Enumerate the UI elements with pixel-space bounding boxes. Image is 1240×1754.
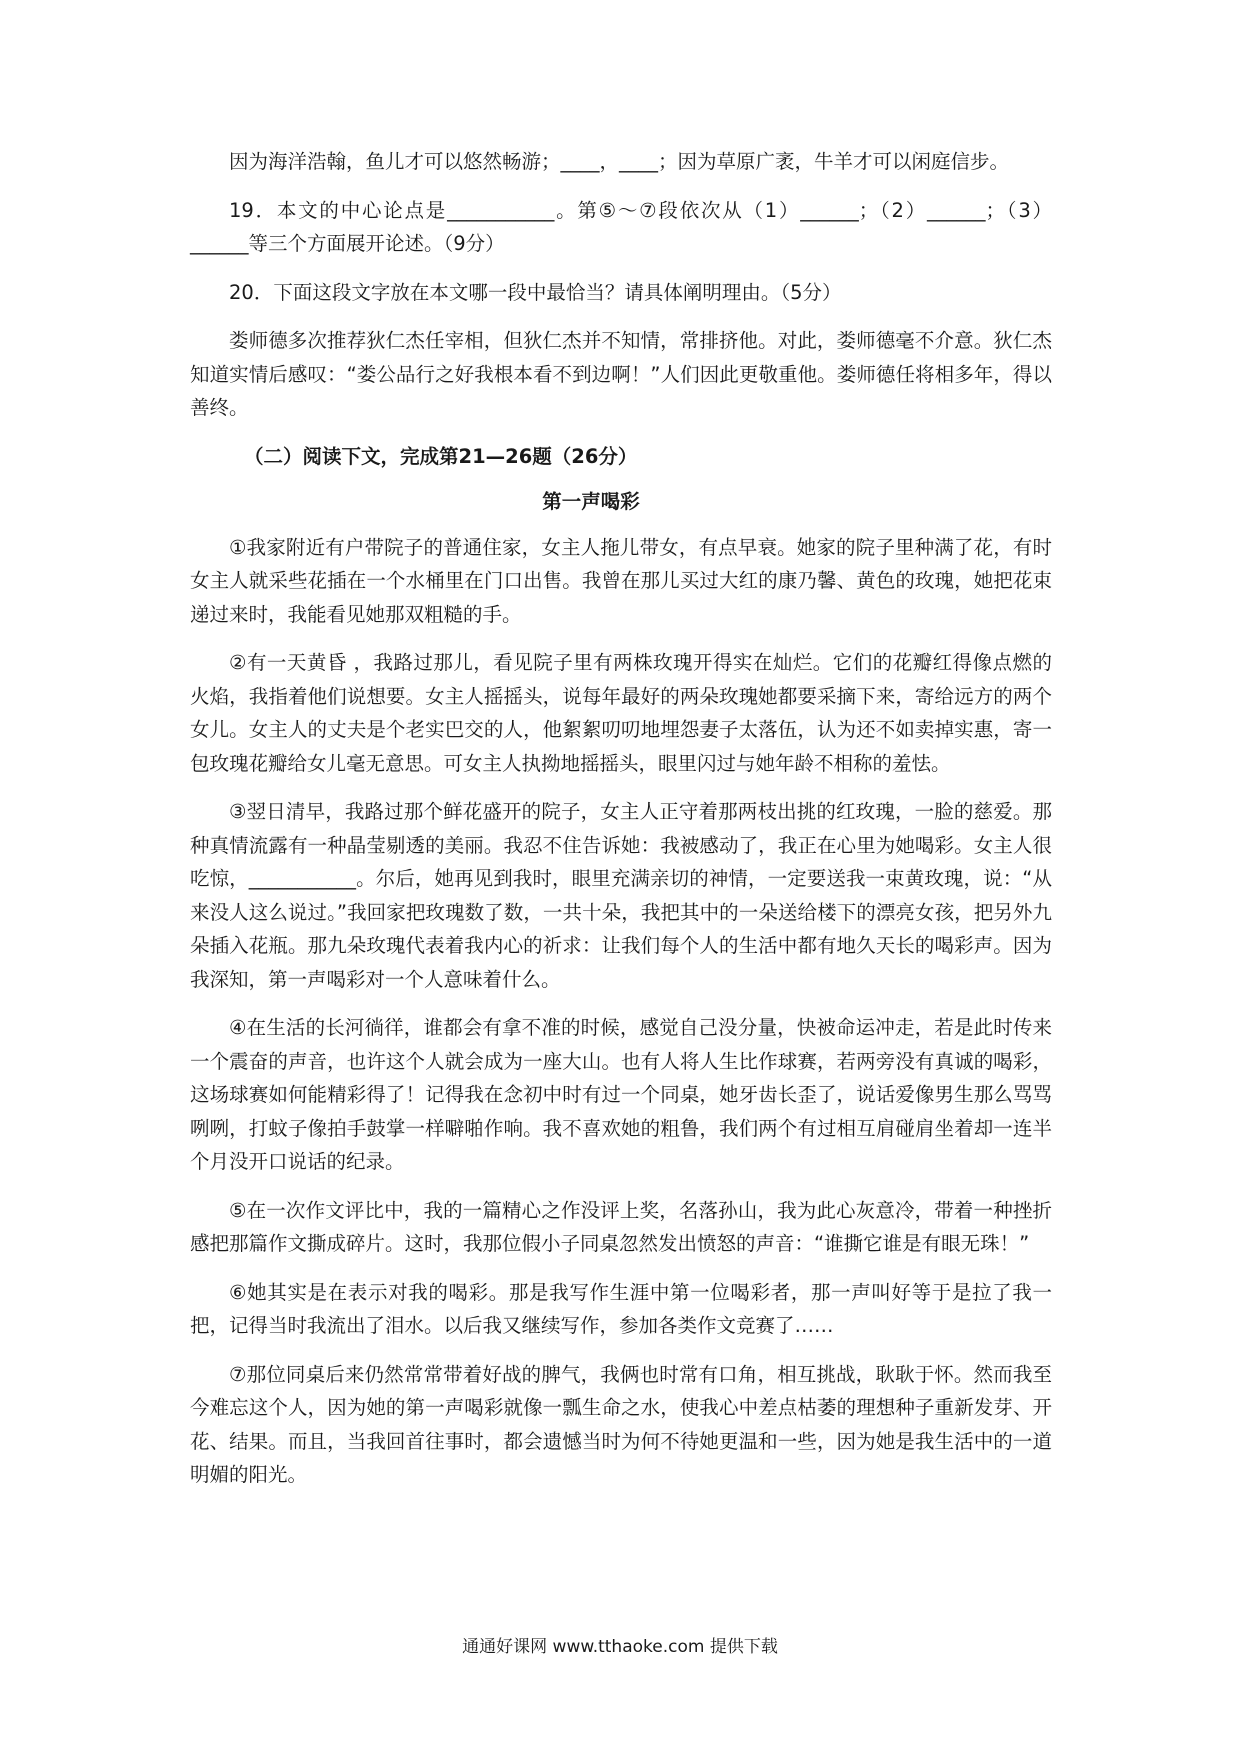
article-paragraph-4: ④在生活的长河徜徉，谁都会有拿不准的时候，感觉自己没分量，快被命运冲走，若是此时传来一个震奋的声音，也许这个人就会成为一座大山。也有人将人生比作球赛，若两旁没有真诚的喝彩，这场球赛如何能精彩得了！记得我在念初中时有过一个同桌，她牙齿长歪了，说话爱像男生那么骂骂咧咧，打蚊子像拍手鼓掌一样噼啪作响。我不喜欢她的粗鲁，我们两个有过相互肩碰肩坐着却一连半个月没开口说话的纪录。 — [190, 1016, 1052, 1173]
question-19: 19．本文的中心论点是___________。第⑤～⑦段依次从（1）______；（2）______；（3）______等三个方面展开论述。（9分） — [190, 198, 1052, 255]
article-title: 第一声喝彩 — [542, 490, 640, 513]
page-content — [190, 145, 1052, 1507]
article-paragraph-7: ⑦那位同桌后来仍然常常带着好战的脾气，我俩也时常有口角，相互挑战，耿耿于怀。然而我至今难忘这个人，因为她的第一声喝彩就像一瓢生命之水，使我心中差点枯萎的理想种子重新发芽、开花、结果。而且，当我回首往事时，都会遗憾当时为何不待她更温和一些，因为她是我生活中的一道明媚的阳光。 — [190, 1362, 1052, 1486]
question-20: 20．下面这段文字放在本文哪一段中最恰当？请具体阐明理由。（5分） — [229, 280, 842, 304]
quoted-passage: 娄师德多次推荐狄仁杰任宰相，但狄仁杰并不知情，常排挤他。对此，娄师德毫不介意。狄仁杰知道实情后感叹：“娄公品行之好我根本看不到边啊！”人们因此更敬重他。娄师德任将相多年，得以善终。 — [190, 329, 1052, 419]
section-heading: （二）阅读下文，完成第21—26题（26分） — [244, 444, 638, 468]
page-footer: 通通好课网 www.tthaoke.com 提供下载 — [462, 1637, 778, 1657]
paragraph-fill-blank: 因为海洋浩翰，鱼儿才可以悠然畅游；____，____；因为草原广袤，牛羊才可以闲庭信步。 — [229, 150, 1010, 173]
article-paragraph-1: ①我家附近有户带院子的普通住家，女主人拖儿带女，有点早衰。她家的院子里种满了花，有时女主人就采些花插在一个水桶里在门口出售。我曾在那儿买过大红的康乃馨、黄色的玫瑰，她把花束递过来时，我能看见她那双粗糙的手。 — [190, 535, 1052, 626]
article-paragraph-3: ③翌日清早，我路过那个鲜花盛开的院子，女主人正守着那两枝出挑的红玫瑰，一脸的慈爱。那种真情流露有一种晶莹剔透的美丽。我忍不住告诉她：我被感动了，我正在心里为她喝彩。女主人很吃惊，___________。尔后，她再见到我时，眼里充满亲切的神情，一定要送我一束黄玫瑰，说：“从来没人这么说过。”我回家把玫瑰数了数，一共十朵，我把其中的一朵送给楼下的漂亮女孩，把另外九朵插入花瓶。那九朵玫瑰代表着我内心的祈求：让我们每个人的生活中都有地久天长的喝彩声。因为我深知，第一声喝彩对一个人意味着什么。 — [190, 800, 1052, 991]
article-paragraph-2: ②有一天黄昏 ，我路过那儿，看见院子里有两株玫瑰开得实在灿烂。它们的花瓣红得像点燃的火焰，我指着他们说想要。女主人摇摇头，说每年最好的两朵玫瑰她都要采摘下来，寄给远方的两个女儿。女主人的丈夫是个老实巴交的人，他絮絮叨叨地埋怨妻子太落伍，认为还不如卖掉实惠，寄一包玫瑰花瓣给女儿毫无意思。可女主人执拗地摇摇头，眼里闪过与她年龄不相称的羞怯。 — [190, 651, 1052, 775]
article-paragraph-6: ⑥她其实是在表示对我的喝彩。那是我写作生涯中第一位喝彩者，那一声叫好等于是拉了我一把，记得当时我流出了泪水。以后我又继续写作，参加各类作文竞赛了…… — [190, 1280, 1052, 1337]
article-paragraph-5: ⑤在一次作文评比中，我的一篇精心之作没评上奖，名落孙山，我为此心灰意冷，带着一种挫折感把那篇作文撕成碎片。这时，我那位假小子同桌忽然发出愤怒的声音：“谁撕它谁是有眼无珠！” — [190, 1198, 1052, 1255]
